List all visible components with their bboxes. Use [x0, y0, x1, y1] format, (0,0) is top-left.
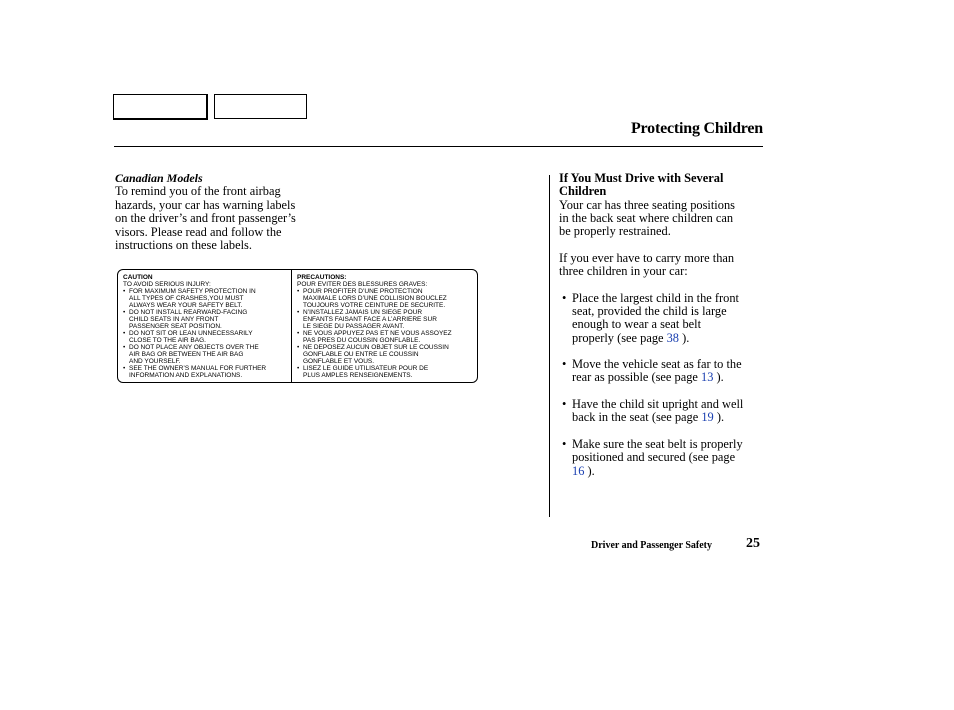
instruction-line: enough to wear a seat belt: [572, 317, 702, 332]
label-warning-item: [123, 344, 288, 365]
instruction-line: [572, 371, 764, 384]
paragraph-line: in the back seat where children can: [559, 210, 734, 225]
label-line: INFORMATION AND EXPLANATIONS.: [129, 372, 243, 379]
label-divider: [291, 270, 292, 382]
bullet-icon: •: [123, 309, 126, 316]
airbag-warning-label: [117, 269, 478, 383]
label-line: SEE THE OWNER’S MANUAL FOR FURTHER: [129, 365, 267, 372]
label-warning-item: [123, 288, 288, 309]
label-warning-item: [297, 309, 475, 330]
label-warning-item: [123, 309, 288, 330]
label-line: TOUJOURS VOTRE CEINTURE DE SECURITE.: [303, 302, 446, 309]
label-line: CHILD SEATS IN ANY FRONT: [129, 316, 219, 323]
instruction-line: [572, 332, 764, 345]
label-english-column: [123, 274, 288, 379]
left-column: [115, 172, 345, 252]
label-line: ENFANTS FAISANT FACE A L’ARRIERE SUR: [303, 316, 437, 323]
instruction-line: seat, provided the child is large: [572, 303, 727, 318]
canadian-models-paragraph: [115, 185, 345, 252]
instruction-text: ).: [584, 463, 595, 478]
label-line: DO NOT INSTALL REARWARD-FACING: [129, 309, 248, 316]
label-line: ALWAYS WEAR YOUR SAFETY BELT.: [129, 302, 243, 309]
paragraph-line: instructions on these labels.: [115, 238, 252, 253]
paragraph-line: on the driver’s and front passenger’s: [115, 211, 296, 226]
heading-line: If You Must Drive with Several: [559, 171, 724, 185]
page-reference-link[interactable]: 19: [701, 410, 714, 425]
seating-paragraph: [559, 199, 764, 239]
more-children-paragraph: [559, 252, 764, 279]
bullet-icon: •: [297, 344, 300, 351]
tab-box-1: [113, 94, 208, 120]
label-line: GONFLABLE ET VOUS.: [303, 358, 375, 365]
label-line: AND YOURSELF.: [129, 358, 181, 365]
label-precautions-heading: PRECAUTIONS:: [297, 274, 347, 281]
label-precautions-intro: POUR EVITER DES BLESSURES GRAVES:: [297, 281, 428, 288]
label-line: POUR PROFITER D’UNE PROTECTION: [303, 288, 423, 295]
label-line: DO NOT PLACE ANY OBJECTS OVER THE: [129, 344, 259, 351]
instruction-text: back in the seat (see page: [572, 410, 702, 425]
page-reference-link[interactable]: 38: [666, 330, 679, 345]
label-warning-item: [123, 330, 288, 344]
paragraph-line: visors. Please read and follow the: [115, 224, 282, 239]
label-warning-item: [123, 365, 288, 379]
instruction-line: Move the vehicle seat as far to the: [572, 357, 742, 372]
label-line: LE SIEGE DU PASSAGER AVANT.: [303, 323, 405, 330]
instruction-line: Have the child sit upright and well: [572, 397, 744, 412]
label-line: FOR MAXIMUM SAFETY PROTECTION IN: [129, 288, 256, 295]
instruction-line: positioned and secured (see page: [572, 450, 736, 465]
label-line: PASSENGER SEAT POSITION.: [129, 323, 222, 330]
bullet-icon: •: [562, 290, 567, 305]
paragraph-line: three children in your car:: [559, 264, 688, 279]
instruction-line: Place the largest child in the front: [572, 290, 739, 305]
instruction-list: [559, 278, 764, 477]
bullet-icon: •: [562, 397, 567, 412]
bullet-icon: •: [297, 309, 300, 316]
tab-box-2: [214, 94, 307, 119]
instruction-item: [559, 292, 764, 345]
instruction-line: Make sure the seat belt is properly: [572, 436, 743, 451]
page-number: 25: [746, 536, 760, 551]
label-line: N’INSTALLEZ JAMAIS UN SIEGE POUR: [303, 309, 423, 316]
label-line: GONFLABLE OU ENTRE LE COUSSIN: [303, 351, 419, 358]
instruction-text: ).: [679, 330, 690, 345]
paragraph-line: Your car has three seating positions: [559, 197, 735, 212]
page-reference-link[interactable]: 13: [701, 370, 714, 385]
right-column: [559, 172, 764, 478]
several-children-heading: [559, 172, 764, 199]
paragraph-line: be properly restrained.: [559, 224, 671, 239]
bullet-icon: •: [123, 344, 126, 351]
paragraph-line: If you ever have to carry more than: [559, 250, 735, 265]
label-line: AIR BAG OR BETWEEN THE AIR BAG: [129, 351, 244, 358]
bullet-icon: •: [123, 365, 126, 372]
header-rule: [114, 146, 763, 147]
label-line: CLOSE TO THE AIR BAG.: [129, 337, 206, 344]
footer-section-title: Driver and Passenger Safety: [591, 540, 713, 551]
bullet-icon: •: [562, 357, 567, 372]
instruction-text: ).: [713, 410, 725, 425]
instruction-text: rear as possible (see page: [572, 370, 702, 385]
label-warning-item: [297, 288, 475, 309]
heading-line: Children: [559, 184, 607, 199]
label-line: PAS PRES DU COUSSIN GONFLABLE.: [303, 337, 421, 344]
bullet-icon: •: [297, 288, 300, 295]
label-line: NE DEPOSEZ AUCUN OBJET SUR LE COUSSIN: [303, 344, 449, 351]
bullet-icon: •: [123, 288, 126, 295]
label-line: NE VOUS APPUYEZ PAS ET NE VOUS ASSOYEZ: [303, 330, 452, 337]
page-reference-link[interactable]: 16: [572, 463, 585, 478]
instruction-line: [572, 465, 764, 478]
bullet-icon: •: [297, 330, 300, 337]
bullet-icon: •: [297, 365, 300, 372]
bullet-icon: •: [562, 436, 567, 451]
instruction-item: [559, 358, 764, 385]
label-warning-item: [297, 330, 475, 344]
instruction-text: ).: [713, 370, 724, 385]
label-warning-item: [297, 344, 475, 365]
column-divider: [549, 175, 550, 517]
paragraph-line: hazards, your car has warning labels: [115, 197, 296, 212]
label-caution-intro: TO AVOID SERIOUS INJURY:: [123, 281, 211, 288]
label-line: PLUS AMPLES RENSEIGNEMENTS.: [303, 372, 413, 379]
instruction-item: [559, 438, 764, 478]
canadian-models-heading: Canadian Models: [115, 171, 203, 185]
label-line: ALL TYPES OF CRASHES,YOU MUST: [129, 295, 244, 302]
paragraph-line: To remind you of the front airbag: [115, 184, 281, 199]
label-line: MAXIMALE LORS D’UNE COLLISION BOUCLEZ: [303, 295, 447, 302]
label-french-column: [297, 274, 475, 379]
label-warning-item: [297, 365, 475, 379]
label-line: LISEZ LE GUIDE UTILISATEUR POUR DE: [303, 365, 429, 372]
instruction-line: [572, 411, 764, 424]
label-caution-heading: CAUTION: [123, 274, 153, 281]
label-line: DO NOT SIT OR LEAN UNNECESSARILY: [129, 330, 253, 337]
instruction-text: properly (see page: [572, 330, 667, 345]
instruction-item: [559, 398, 764, 425]
bullet-icon: •: [123, 330, 126, 337]
page-title: Protecting Children: [630, 120, 763, 137]
